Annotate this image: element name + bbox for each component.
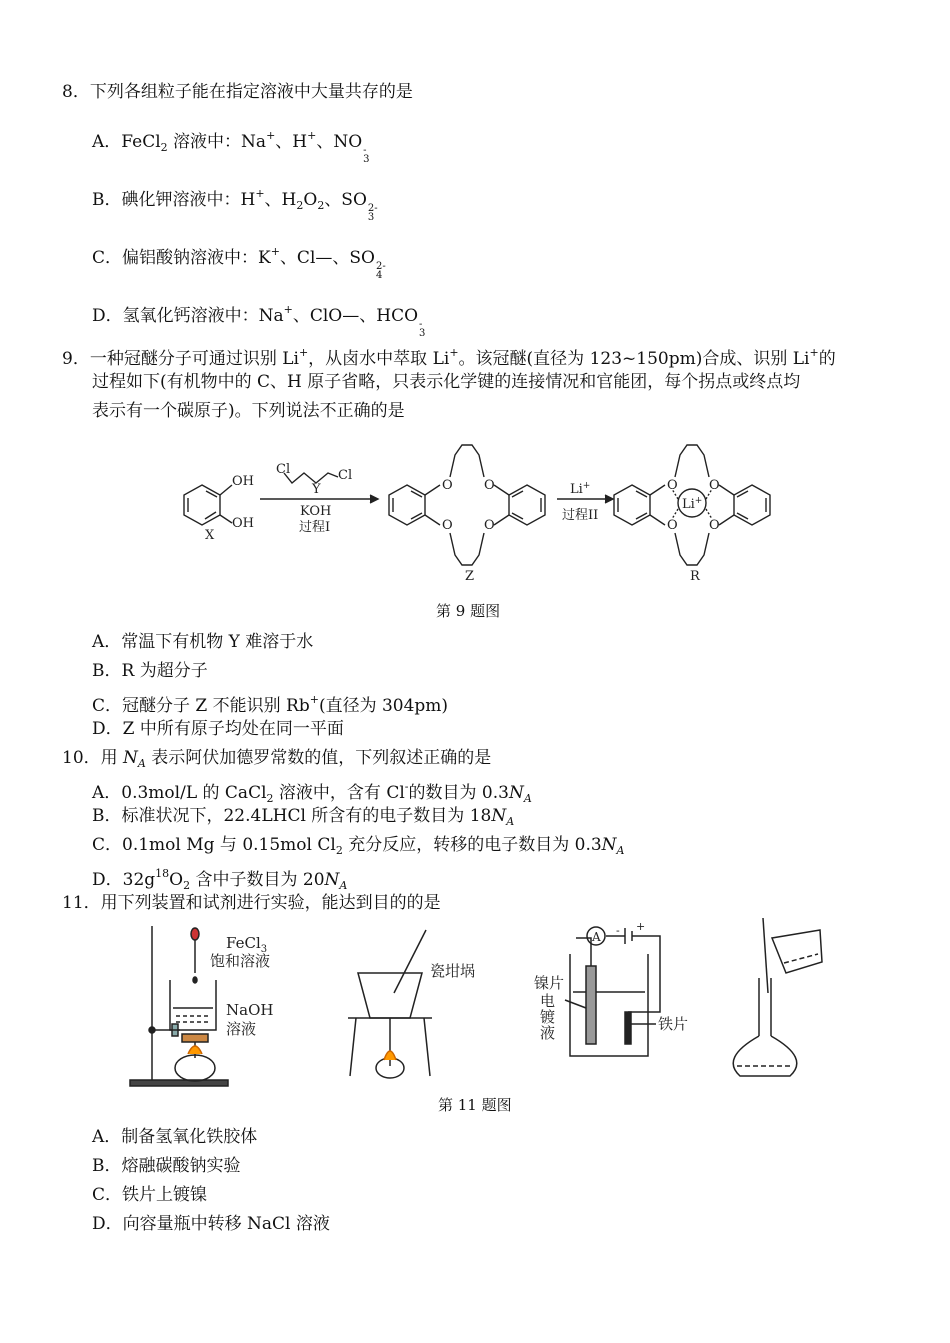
label-plating-1: 电 <box>540 992 556 1010</box>
q9-option-c: C．冠醚分子 Z 不能识别 Rb+(直径为 304pm) <box>92 693 449 716</box>
q10-option-c: C．0.1mol Mg 与 0.15mol $Cl_2$ 充分反应，转移的电子数目为 $0.3N_A$ <box>92 835 625 857</box>
reagent-koh: KOH <box>300 504 332 519</box>
r-o1: O <box>667 478 678 493</box>
q9-option-b: B．R 为超分子 <box>92 661 208 681</box>
r-li-ion: Li+ <box>682 496 703 512</box>
q8-stem: 8．下列各组粒子能在指定溶液中大量共存的是 <box>62 82 413 102</box>
r-o2: O <box>709 478 720 493</box>
r-o3: O <box>667 518 678 533</box>
label-x: X <box>205 528 215 543</box>
q10-option-a: A．0.3mol/L 的 CaCl$_2$ 溶液中，含有 Cl-的数目为 $0.3N_A$ <box>92 780 532 805</box>
label-iron-sheet: 铁片 <box>658 1015 689 1033</box>
q11-apparatus-figure <box>120 918 840 1093</box>
x-oh-bottom: OH <box>232 516 254 531</box>
molecule-x <box>184 485 232 525</box>
apparatus-d <box>733 918 822 1076</box>
label-y: Y <box>312 482 321 497</box>
battery-plus: + <box>636 920 646 933</box>
q9-reaction-figure <box>172 433 782 588</box>
label-solution: 溶液 <box>226 1020 257 1038</box>
label-plating-2: 镀 <box>540 1008 556 1026</box>
label-fecl3: FeCl$_3$ <box>226 934 268 955</box>
label-plating-3: 液 <box>540 1024 556 1042</box>
q11-option-d: D．向容量瓶中转移 NaCl 溶液 <box>92 1214 330 1234</box>
label-z: Z <box>465 569 475 584</box>
step-2-label: 过程II <box>562 508 599 523</box>
q9-option-d: D．Z 中所有原子均处在同一平面 <box>92 719 344 739</box>
battery-minus: - <box>616 924 620 937</box>
step-1-label: 过程I <box>299 520 331 535</box>
q11-stem: 11．用下列装置和试剂进行实验，能达到目的的是 <box>62 893 441 913</box>
q9-caption: 第 9 题图 <box>436 602 501 620</box>
q8-option-a: A．FeCl$_2$ 溶液中：Na+、H+、NO - 3 <box>92 129 370 165</box>
label-r: R <box>690 569 700 584</box>
label-saturated-solution: 饱和溶液 <box>210 952 271 970</box>
apparatus-c <box>565 927 660 1056</box>
label-nickel-sheet: 镍片 <box>534 974 565 992</box>
q10-stem: 10．用 $N_A$ 表示阿伏加德罗常数的值，下列叙述正确的是 <box>62 748 492 770</box>
q10-option-b: B．标准状况下，22.4LHCl 所含有的电子数目为 $18N_A$ <box>92 806 515 828</box>
molecule-z <box>389 445 545 565</box>
q8-option-b: B．碘化钾溶液中：H+、$H_2O_2$、SO 2- 3 <box>92 187 378 223</box>
reagent-li: Li+ <box>570 481 591 497</box>
z-o3: O <box>442 518 453 533</box>
y-cl-right: Cl <box>338 468 353 483</box>
q11-caption: 第 11 题图 <box>438 1096 512 1114</box>
r-o4: O <box>709 518 720 533</box>
q11-option-c: C．铁片上镀镍 <box>92 1185 208 1205</box>
q9-option-a: A．常温下有机物 Y 难溶于水 <box>92 632 314 652</box>
q9-stem-line2: 过程如下(有机物中的 C、H 原子省略，只表示化学键的连接情况和官能团，每个拐点或终点均 <box>92 372 801 392</box>
q11-option-a: A．制备氢氧化铁胶体 <box>92 1127 258 1147</box>
ammeter-a: A <box>592 930 601 944</box>
q10-option-d: D．$32g^{18}O_2$ 含中子数目为 $20N_A$ <box>92 867 348 892</box>
q8-option-d: D．氢氧化钙溶液中：Na+、ClO—、HCO - 3 <box>92 303 426 339</box>
z-o2: O <box>484 478 495 493</box>
z-o4: O <box>484 518 495 533</box>
label-crucible: 瓷坩埚 <box>430 962 476 980</box>
q8-option-c: C．偏铝酸钠溶液中：K+、Cl—、SO 2- 4 <box>92 245 386 281</box>
apparatus-a <box>130 926 228 1086</box>
q11-option-b: B．熔融碳酸钠实验 <box>92 1156 241 1176</box>
q9-stem-line3: 表示有一个碳原子)。下列说法不正确的是 <box>92 401 405 421</box>
y-cl-left: Cl <box>276 462 291 477</box>
apparatus-b <box>348 930 432 1078</box>
label-naoh: NaOH <box>226 1001 274 1019</box>
x-oh-top: OH <box>232 474 254 489</box>
q9-stem-line1: 9．一种冠醚分子可通过识别 Li+，从卤水中萃取 Li+。该冠醚(直径为 123~150pm)合成、识别 Li+的 <box>62 346 836 369</box>
z-o1: O <box>442 478 453 493</box>
